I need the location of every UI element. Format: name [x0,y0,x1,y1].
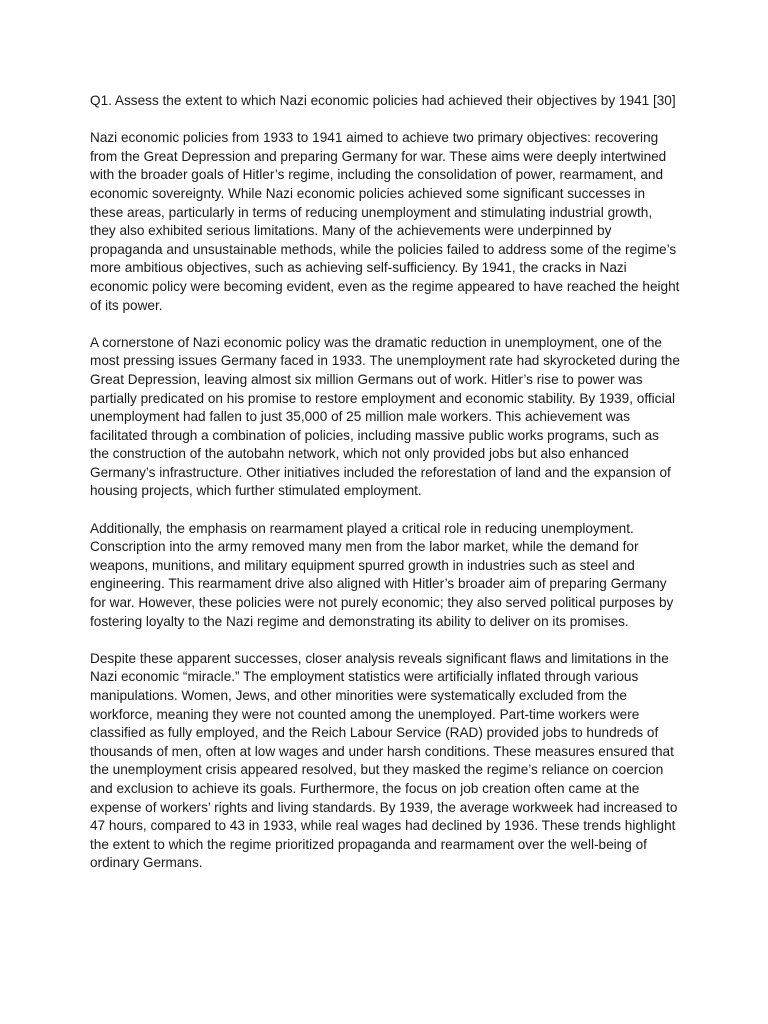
paragraph-intro: Nazi economic policies from 1933 to 1941 aimed to achieve two primary objectives: recovering from the Great Depression and preparing Germany for war. These aims were deeply intertwined with the broader goals of Hitler’s regime, including the consolidation of power, rearmament, and economic sovereignty. While Nazi economic policies achieved some significant successes in these areas, particularly in terms of reducing unemployment and stimulating industrial growth, they also exhibited serious limitations. Many of the achievements were underpinned by propaganda and unsustainable methods, while the policies failed to address some of the regime’s more ambitious objectives, such as achieving self-sufficiency. By 1941, the cracks in Nazi economic policy were becoming evident, even as the regime appeared to have reached the height of its power. [90,130,680,313]
paragraph-rearmament: Additionally, the emphasis on rearmament played a critical role in reducing unemployment. Conscription into the army removed many men from the labor market, while the demand for weapons, munitions, and military equipment spurred growth in industries such as steel and engineering. This rearmament drive also aligned with Hitler’s broader aim of preparing Germany for war. However, these policies were not purely economic; they also served political purposes by fostering loyalty to the Nazi regime and demonstrating its ability to deliver on its promises. [90,520,674,629]
paragraph-unemployment: A cornerstone of Nazi economic policy was the dramatic reduction in unemployment, one of the most pressing issues Germany faced in 1933. The unemployment rate had skyrocketed during the Great Depression, leaving almost six million Germans out of work. Hitler’s rise to power was partially predicated on his promise to restore employment and economic stability. By 1939, official unemployment had fallen to just 35,000 of 25 million male workers. This achievement was facilitated through a combination of policies, including massive public works programs, such as the construction of the autobahn network, which not only provided jobs but also enhanced Germany’s infrastructure. Other initiatives included the reforestation of land and the expansion of housing projects, which further stimulated employment. [90,334,680,499]
question-heading: Q1. Assess the extent to which Nazi economic policies had achieved their objectives by 1941 [30] [90,93,676,108]
document-page [90,92,680,873]
paragraph-limitations: Despite these apparent successes, closer analysis reveals significant flaws and limitations in the Nazi economic “miracle.” The employment statistics were artificially inflated through various manipulations. Women, Jews, and other minorities were systematically excluded from the workforce, meaning they were not counted among the unemployed. Part-time workers were classified as fully employed, and the Reich Labour Service (RAD) provided jobs to hundreds of thousands of men, often at low wages and under harsh conditions. These measures ensured that the unemployment crisis appeared resolved, but they masked the regime’s reliance on coercion and exclusion to achieve its goals. Furthermore, the focus on job creation often came at the expense of workers’ rights and living standards. By 1939, the average workweek had increased to 47 hours, compared to 43 in 1933, while real wages had declined by 1936. These trends highlight the extent to which the regime prioritized propaganda and rearmament over the well-being of ordinary Germans. [90,650,678,871]
